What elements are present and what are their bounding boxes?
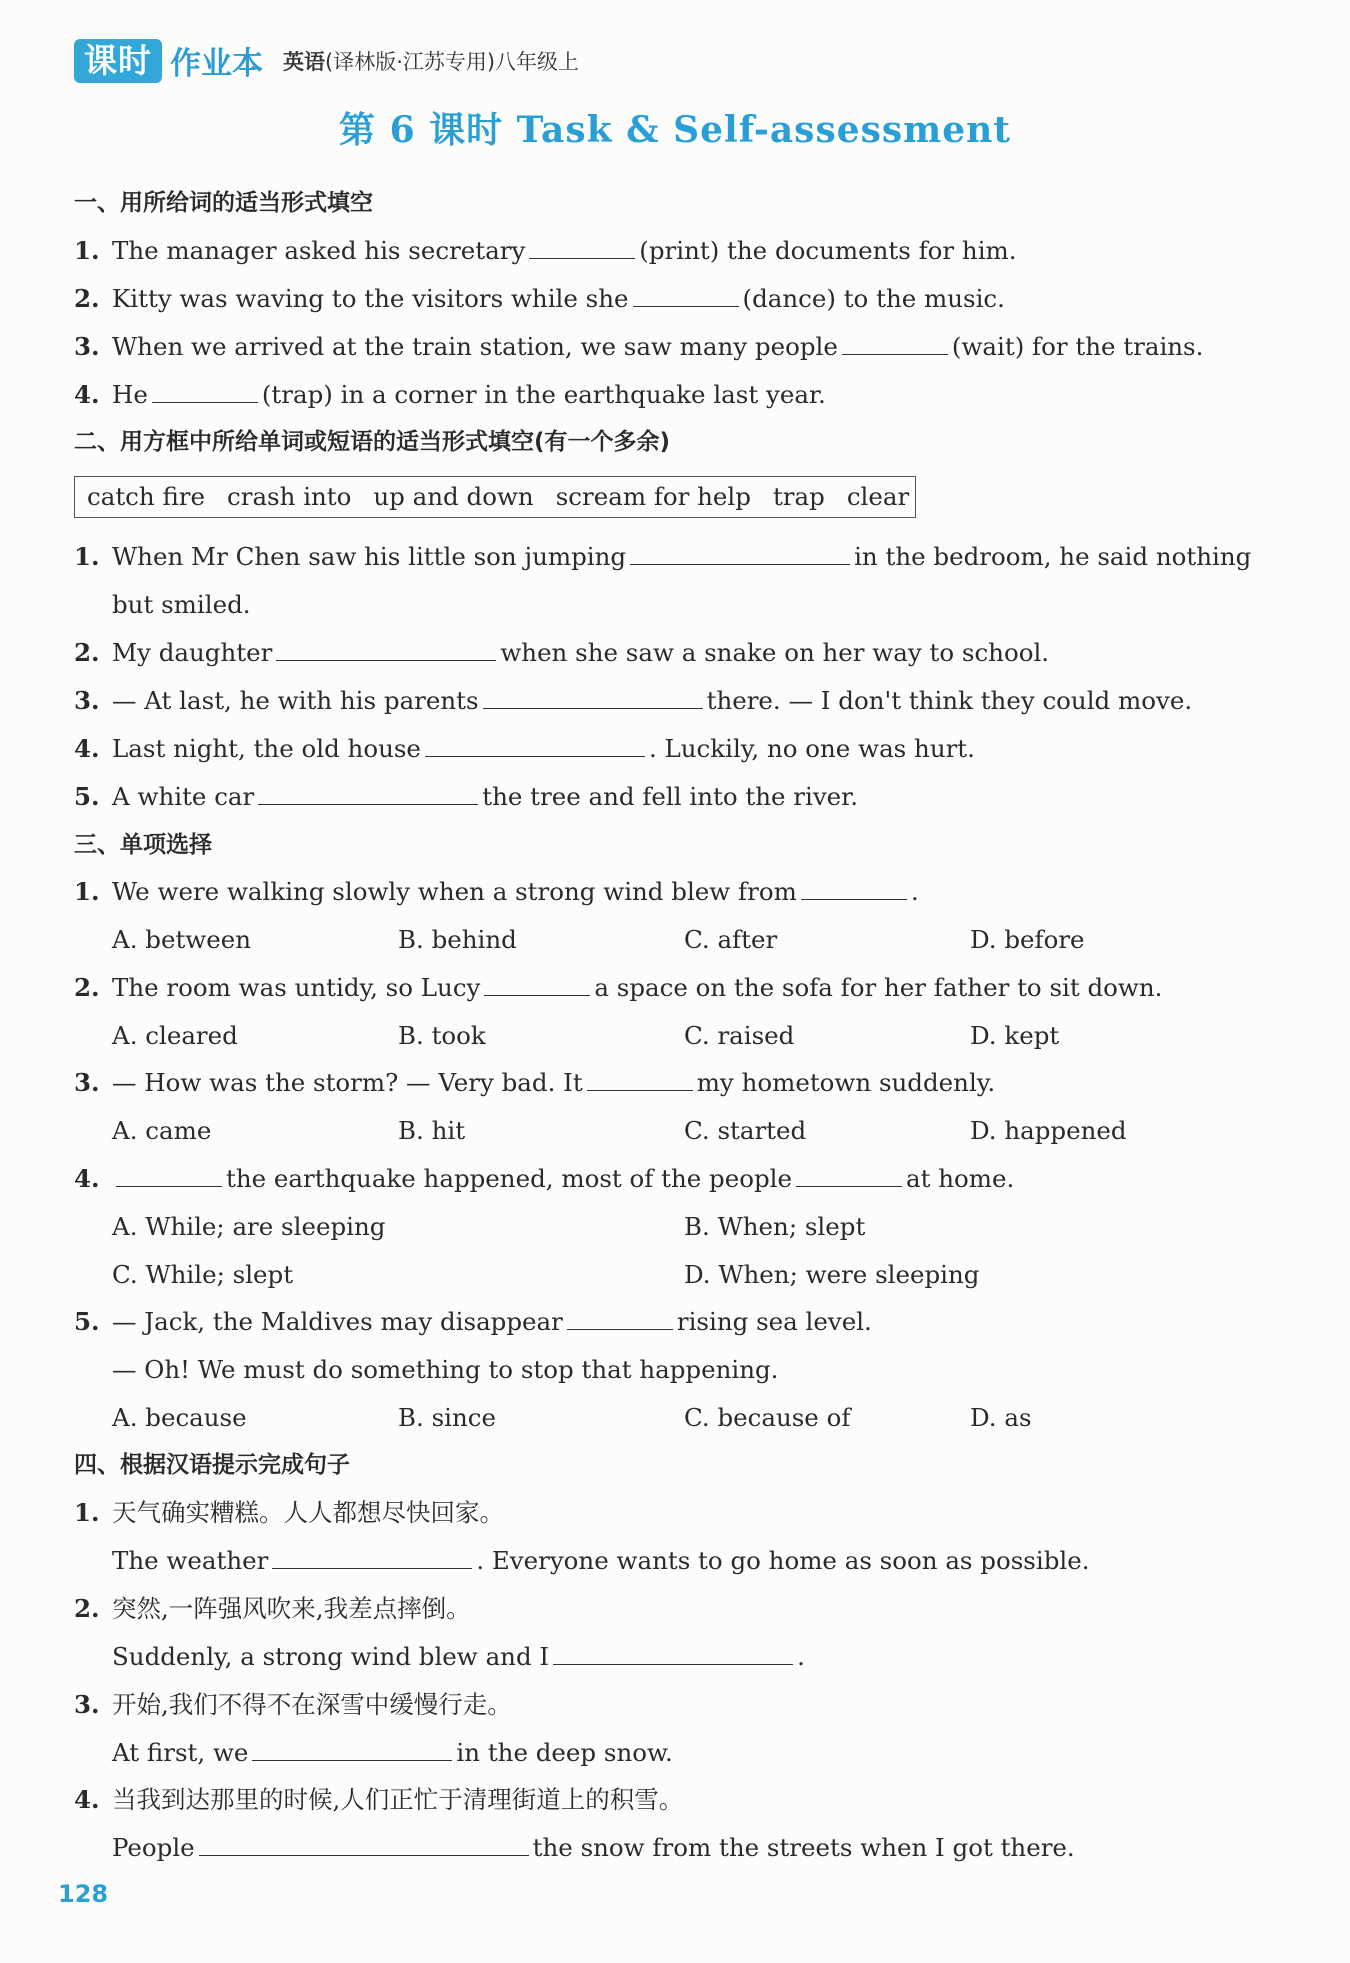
section-heading-4: 四、根据汉语提示完成句子: [74, 1452, 350, 1478]
section-heading-2: 二、用方框中所给单词或短语的适当形式填空(有一个多余): [74, 429, 671, 455]
word-option: clear: [846, 482, 910, 511]
option-b[interactable]: B. behind: [398, 925, 517, 954]
option-c[interactable]: C. after: [684, 925, 778, 954]
answer-blank[interactable]: [252, 1736, 452, 1761]
answer-blank[interactable]: [152, 378, 258, 403]
logo: 课时: [74, 39, 162, 83]
exercise-item: 2. My daughter when she saw a snake on her way to school.: [74, 638, 1050, 667]
chinese-prompt: 2. 突然,一阵强风吹来,我差点摔倒。: [74, 1594, 471, 1623]
chinese-prompt: 1. 天气确实糟糕。人人都想尽快回家。: [74, 1498, 504, 1527]
page-number: 128: [58, 1880, 109, 1908]
option-a[interactable]: A. cleared: [112, 1021, 238, 1050]
answer-blank[interactable]: [529, 234, 635, 259]
answer-blank[interactable]: [567, 1305, 673, 1330]
answer-blank[interactable]: [484, 971, 590, 996]
question-reply: — Oh! We must do something to stop that happening.: [112, 1355, 779, 1384]
answer-blank[interactable]: [116, 1162, 222, 1187]
exercise-item: 4. He (trap) in a corner in the earthquake last year.: [74, 380, 826, 409]
exercise-item: 1. When Mr Chen saw his little son jumping in the bedroom, he said nothing: [74, 542, 1252, 571]
exercise-item: 1. The manager asked his secretary (print) the documents for him.: [74, 236, 1017, 265]
chinese-prompt: 4. 当我到达那里的时候,人们正忙于清理街道上的积雪。: [74, 1785, 684, 1814]
option-c[interactable]: C. While; slept: [112, 1260, 294, 1289]
question: 3. — How was the storm? — Very bad. It my hometown suddenly.: [74, 1068, 996, 1097]
option-c[interactable]: C. raised: [684, 1021, 795, 1050]
word-option: trap: [772, 482, 825, 511]
option-b[interactable]: B. took: [398, 1021, 486, 1050]
chinese-prompt: 3. 开始,我们不得不在深雪中缓慢行走。: [74, 1690, 512, 1719]
question: 5. — Jack, the Maldives may disappear rising sea level.: [74, 1307, 872, 1336]
answer-blank[interactable]: [796, 1162, 902, 1187]
section-heading-3: 三、单项选择: [74, 832, 212, 858]
answer-blank[interactable]: [258, 780, 478, 805]
answer-blank[interactable]: [587, 1066, 693, 1091]
option-d[interactable]: D. before: [970, 925, 1085, 954]
option-b[interactable]: B. since: [398, 1403, 496, 1432]
option-a[interactable]: A. because: [112, 1403, 247, 1432]
question: 4. the earthquake happened, most of the people at home.: [74, 1164, 1015, 1193]
option-c[interactable]: C. because of: [684, 1403, 851, 1432]
option-a[interactable]: A. While; are sleeping: [112, 1212, 386, 1241]
brand-name: 作业本: [170, 46, 263, 82]
word-option: up and down: [373, 482, 534, 511]
option-c[interactable]: C. started: [684, 1116, 807, 1145]
answer-blank[interactable]: [272, 1544, 472, 1569]
word-option: catch fire: [87, 482, 206, 511]
option-b[interactable]: B. hit: [398, 1116, 466, 1145]
option-b[interactable]: B. When; slept: [684, 1212, 866, 1241]
answer-blank[interactable]: [842, 330, 948, 355]
answer-blank[interactable]: [553, 1640, 793, 1665]
answer-blank[interactable]: [801, 875, 907, 900]
subject-info: 英语(译林版·江苏专用)八年级上: [283, 49, 580, 74]
option-d[interactable]: D. When; were sleeping: [684, 1260, 980, 1289]
translation-item: People the snow from the streets when I got there.: [112, 1833, 1075, 1862]
answer-blank[interactable]: [483, 684, 703, 709]
word-option: scream for help: [555, 482, 751, 511]
exercise-item: 3. When we arrived at the train station, we saw many people (wait) for the trains.: [74, 332, 1204, 361]
option-d[interactable]: D. happened: [970, 1116, 1127, 1145]
answer-blank[interactable]: [199, 1831, 529, 1856]
translation-item: The weather . Everyone wants to go home as soon as possible.: [112, 1546, 1090, 1575]
translation-item: Suddenly, a strong wind blew and I .: [112, 1642, 805, 1671]
answer-blank[interactable]: [633, 282, 739, 307]
exercise-item: 3. — At last, he with his parents there. — I don't think they could move.: [74, 686, 1193, 715]
section-heading-1: 一、用所给词的适当形式填空: [74, 190, 373, 216]
exercise-item: 2. Kitty was waving to the visitors while she (dance) to the music.: [74, 284, 1005, 313]
answer-blank[interactable]: [425, 732, 645, 757]
exercise-item: 4. Last night, the old house . Luckily, no one was hurt.: [74, 734, 975, 763]
exercise-item-cont: but smiled.: [112, 590, 251, 619]
question: 1. We were walking slowly when a strong wind blew from .: [74, 877, 919, 906]
option-d[interactable]: D. kept: [970, 1021, 1060, 1050]
question: 2. The room was untidy, so Lucy a space on the sofa for her father to sit down.: [74, 973, 1163, 1002]
answer-blank[interactable]: [630, 540, 850, 565]
word-box: [74, 476, 916, 518]
header: [74, 38, 579, 83]
lesson-title: 第 6 课时 Task & Self-assessment: [339, 109, 1011, 151]
word-option: crash into: [227, 482, 352, 511]
answer-blank[interactable]: [276, 636, 496, 661]
option-a[interactable]: A. between: [112, 925, 252, 954]
option-a[interactable]: A. came: [112, 1116, 212, 1145]
translation-item: At first, we in the deep snow.: [112, 1738, 673, 1767]
exercise-item: 5. A white car the tree and fell into the river.: [74, 782, 858, 811]
option-d[interactable]: D. as: [970, 1403, 1032, 1432]
